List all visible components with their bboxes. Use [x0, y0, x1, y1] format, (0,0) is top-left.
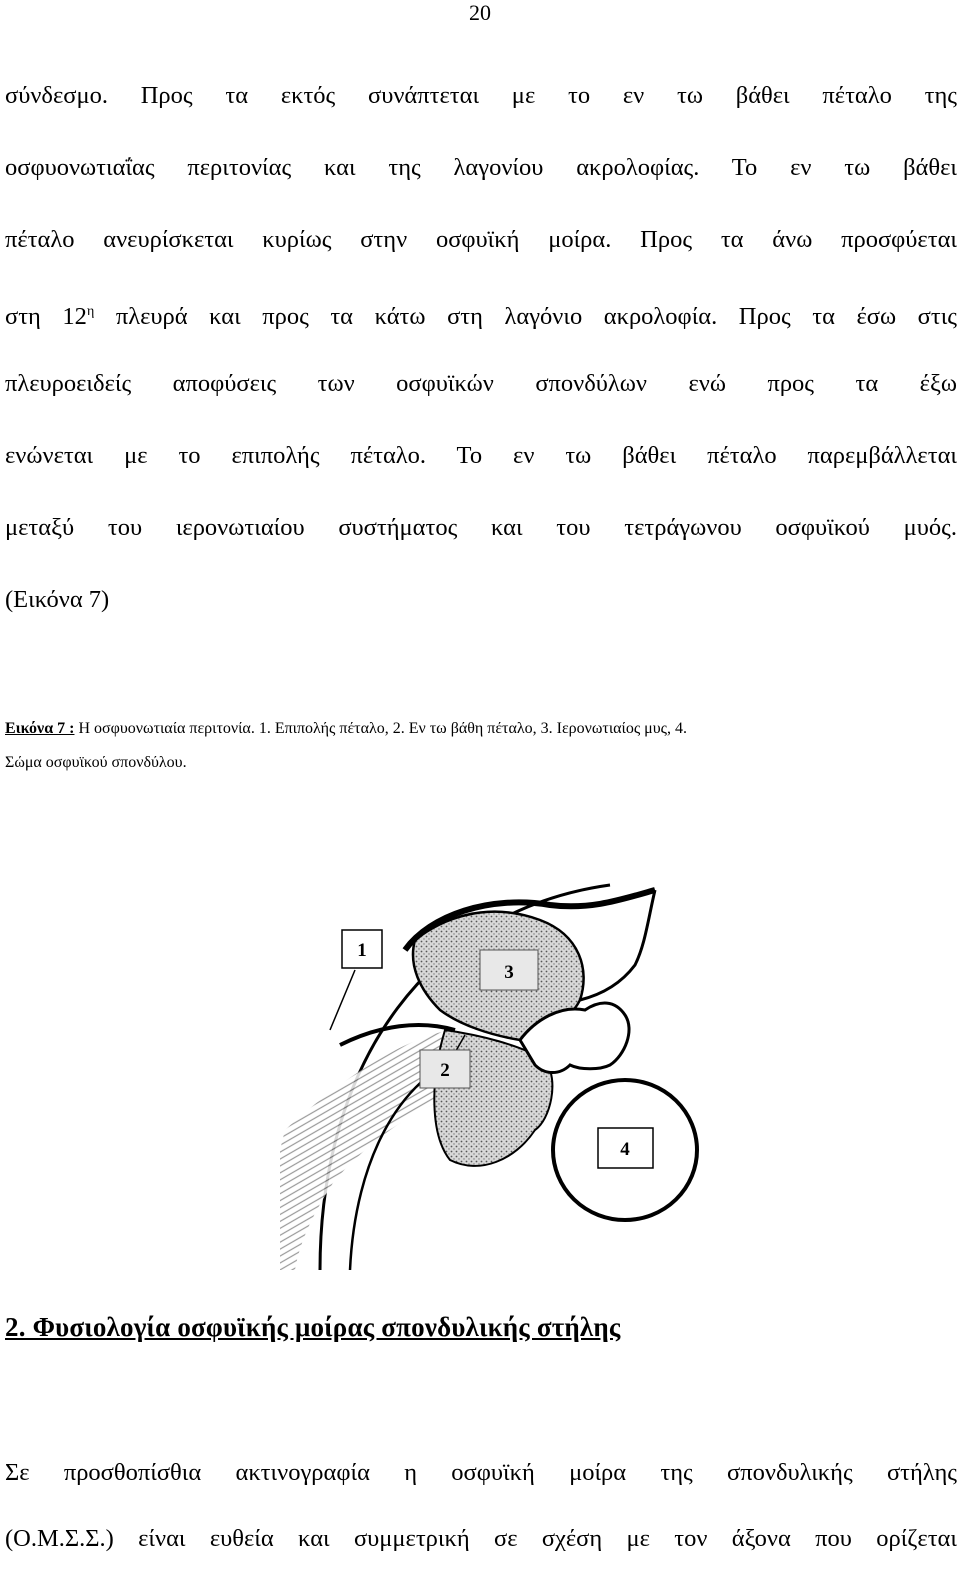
bottom-line-2: (Ο.Μ.Σ.Σ.) είναι ευθεία και συμμετρική σε σχέση με τον άξονα που ορίζεται — [5, 1525, 957, 1552]
section-heading: 2. Φυσιολογία οσφυϊκής μοίρας σπονδυλικής στήλης — [5, 1312, 621, 1342]
ordinal-superscript: η — [86, 304, 95, 319]
body-line-2: οσφυονωτιαΐας περιτονίας και της λαγονίου ακρολοφίας. Το εν τω βάθει — [5, 154, 957, 181]
label-3: 3 — [504, 962, 514, 983]
page-number: 20 — [469, 0, 491, 25]
caption-label: Εικόνα 7 : — [5, 720, 75, 737]
body-line-5: πλευροειδείς αποφύσεις των οσφυϊκών σπονδύλων ενώ προς τα έξω — [5, 370, 957, 397]
label-1: 1 — [357, 940, 367, 961]
anatomy-figure — [280, 830, 740, 1270]
figure-caption — [5, 712, 957, 780]
body-line-6: ενώνεται με το επιπολής πέταλο. Το εν τω βάθει πέταλο παρεμβάλλεται — [5, 442, 957, 469]
caption-line-1 — [5, 712, 957, 746]
fascia-diagram — [280, 830, 740, 1270]
label-box-2 — [420, 1050, 470, 1088]
label-box-4 — [598, 1128, 653, 1168]
body-line-4-end: πλευρά και προς τα κάτω στη λαγόνιο ακρολοφία. Προς τα έσω στις — [94, 303, 958, 331]
bottom-paragraph — [5, 1440, 957, 1572]
caption-line-2: Σώμα οσφυϊκού σπονδύλου. — [5, 754, 187, 771]
body-line-1: σύνδεσμο. Προς τα εκτός συνάπτεται με το εν τω βάθει πέταλο της — [5, 82, 957, 109]
body-paragraph — [5, 60, 957, 636]
label-box-1 — [342, 930, 382, 968]
label-4: 4 — [620, 1139, 630, 1160]
label-2: 2 — [440, 1060, 450, 1081]
body-line-4-start: στη 12 — [5, 303, 87, 331]
bottom-line-1: Σε προσθοπίσθια ακτινογραφία η οσφυϊκή μοίρα της σπονδυλικής στήλης — [5, 1459, 957, 1486]
leader-1 — [330, 970, 355, 1030]
body-line-4 — [5, 276, 957, 348]
label-box-3 — [480, 950, 538, 990]
caption-text-1: Η οσφυονωτιαία περιτονία. 1. Επιπολής πέταλο, 2. Εν τω βάθη πέταλο, 3. Ιερονωτιαίος μυς, 4. — [74, 720, 688, 737]
body-line-3: πέταλο ανευρίσκεται κυρίως στην οσφυϊκή μοίρα. Προς τα άνω προσφύεται — [5, 226, 957, 253]
body-line-8: (Εικόνα 7) — [5, 586, 110, 613]
body-line-7: μεταξύ του ιερονωτιαίου συστήματος και του τετράγωνου οσφυϊκού μυός. — [5, 514, 957, 541]
